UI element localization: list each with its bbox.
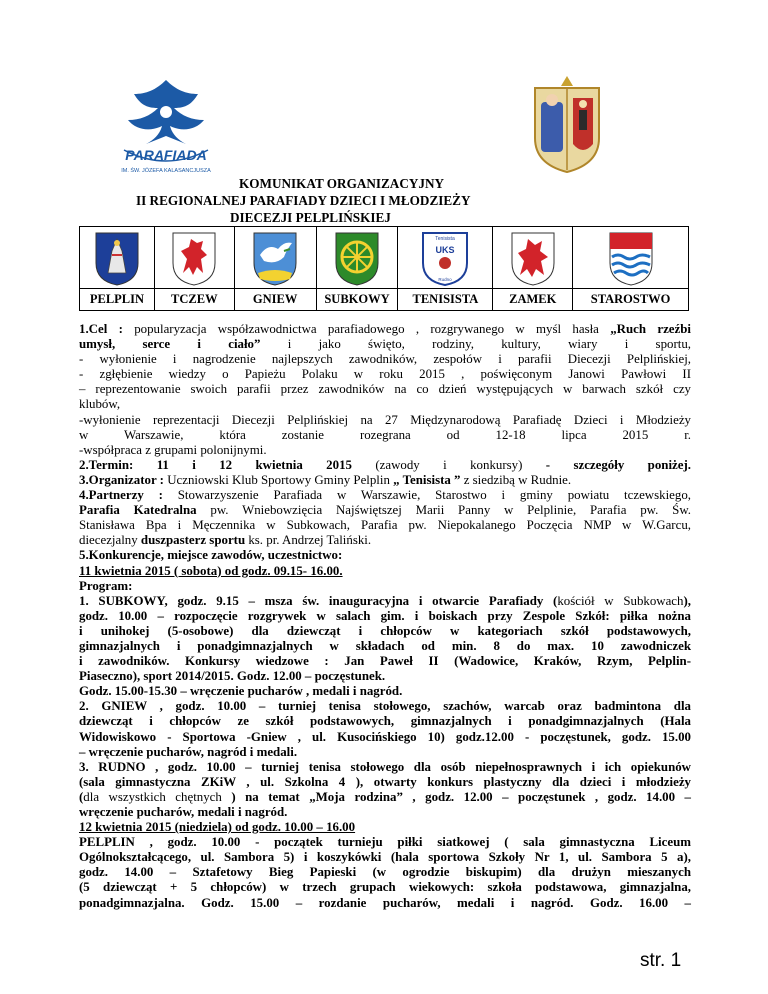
crest-cell-subkowy [316,227,398,289]
subkowy-wheel-crest-icon [332,229,382,287]
program-line: – wręczenie pucharów, nagród i medali. [79,744,298,759]
goal-line: -współpraca z grupami polonijnymi. [79,442,267,457]
page-number: str. 1 [640,950,682,971]
program-line: godz. 14.00 – Sztafetowy Bieg Papieski (w ogrodzie biskupim) dla drużyn mieszanych [79,865,691,880]
tenisista-badge-top: Tenisista [435,235,456,242]
crest-cell-gniew [234,227,316,289]
title-line-3: DIECEZJI PELPLIŃSKIEJ [230,210,391,225]
crest-cell-tczew [154,227,234,289]
program-line: (sala gimnastyczna ZKiW , ul. Szkolna 4 ), otwarty konkurs plastyczny dla dzieci i młodzieży [79,774,691,789]
program-line: (dla wszystkich chętnych ) na temat „Moja rodzina” , godz. 12.00 – poczęstunek , godz. 14.00 – [79,789,691,804]
program-line: Widowiskowo - Sportowa -Gniew , ul. Kusocińskiego 10) godz.12.00 - poczęstunek, godz. 15.00 [79,729,691,744]
crest-label-gniew: GNIEW [234,289,316,311]
crests-table [79,226,689,311]
program-line: i zawodników. Konkursy wiedzowe : Jan Paweł II (Wadowice, Kraków, Rzym, Pelplin- [79,654,691,669]
organizer-line: 3.Organizator : Uczniowski Klub Sportowy Gminy Pelplin „ Tenisista ” z siedzibą w Rudnie. [79,472,572,487]
parafiada-logo [106,72,226,184]
document-body [79,322,691,911]
zamek-griffin-crest-icon [508,229,558,287]
tenisista-badge-text: UKS [435,244,455,255]
pelplin-crest-icon [92,229,142,287]
program-line: 1. SUBKOWY, godz. 9.15 – msza św. inauguracyjna i otwarcie Parafiady (kościół w Subkowach), [79,593,691,608]
title-line-2: II REGIONALNEJ PARAFIADY DZIECI I MŁODZIEŻY [136,193,471,208]
program-line: dziewcząt i chłopców ze szkół podstawowych, gimnazjalnych i ponadgimnazjalnych (Hala [79,714,691,729]
program-line: i unihokej (5-osobowe) dla dziewcząt i chłopców w kategoriach szkół podstawowych, [79,623,691,638]
crest-label-pelplin: PELPLIN [80,289,155,311]
goal-line: - zgłębienie wiedzy o Papieżu Polaku w roku 2015 , poświęconym Janowi Pawłowi II [79,367,691,382]
goal-line: umysł, serce i ciało” i jako święto, rodziny, kultury, wiary i sportu, [79,337,692,352]
tczew-griffin-crest-icon [169,229,219,287]
goal-line: -wyłonienie reprezentacji Diecezji Pelplińskiej na 27 Międzynarodową Parafiadę Dzieci i Młodzieży [79,412,691,427]
section-heading: 5.Konkurencje, miejsce zawodów, uczestnictwo: [79,548,343,563]
crest-label-subkowy: SUBKOWY [316,289,398,311]
parafiada-logo-text: PARAFIADA [125,147,207,163]
tenisista-badge-bottom: Rudno [438,276,453,282]
program-line: Godz. 15.00-15.30 – wręczenie pucharów , medali i nagród. [79,684,403,699]
parafiada-logo-subtext: IM. ŚW. JÓZEFA KALASANCJUSZA [121,168,211,174]
day2-heading: 12 kwietnia 2015 (niedziela) od godz. 10.00 – 16.00 [79,820,356,835]
gniew-dove-crest-icon [250,229,300,287]
program-line: 3. RUDNO , godz. 10.00 – turniej tenisa stołowego dla osób niepełnosprawnych i ich opiekunów [79,759,691,774]
diocese-coat-of-arms-icon [527,72,607,176]
program-line: wręczenie pucharów, medali i nagród. [79,805,288,819]
program-line: 2. GNIEW , godz. 10.00 – turniej tenisa stołowego, szachów, warcab oraz badmintona dla [79,699,691,714]
crest-label-tczew: TCZEW [154,289,234,311]
partners-line: Stanisława Bpa i Męczennika w Subkowach, Parafia pw. Niepokalanego Poczęcia NMP w W.Garcu, [79,518,691,533]
program-line: Ogólnokształcącego, ul. Sambora 5) i koszykówki (hala sportowa Szkoły Nr 1, ul. Sambora 5 a), [79,850,691,865]
crest-cell-pelplin [80,227,155,289]
partners-line: diecezjalny duszpasterz sportu ks. pr. Andrzej Taliński. [79,533,372,548]
program-line: PELPLIN , godz. 10.00 - początek turnieju piłki siatkowej ( sala gimnastyczna Liceum [79,835,691,850]
program-line: ponadgimnazjalna. Godz. 15.00 – rozdanie pucharów, medali i nagród. Godz. 16.00 – [79,895,691,910]
starostwo-waves-crest-icon [606,229,656,287]
goal-line: - wyłonienie i nagrodzenie najlepszych zawodników, zespołów i parafii Diecezji Pelplińskiej, [79,352,691,367]
partners-line: Parafia Katedralna pw. Wniebowzięcia Najświętszej Marii Panny w Pelplinie, Parafia pw. Św. [79,503,692,518]
goal-line: klubów, [79,397,121,412]
goal-line: w Warszawie, która zostanie rozegrana od 12-18 lipca 2015 r. [79,427,691,442]
crest-label-starostwo: STAROSTWO [573,289,689,311]
goal-line: 1.Cel : popularyzacja współzawodnictwa parafiadowego , rozgrywanego w myśl hasła „Ruch rzeźbi [79,322,691,336]
partners-line: 4.Partnerzy : Stowarzyszenie Parafiada w Warszawie, Starostwo i gminy powiatu tczewskiego, [79,488,691,503]
program-line: Piaseczno), sport 2014/2015. Godz. 12.00 – poczęstunek. [79,669,386,684]
crest-label-tenisista: TENISISTA [398,289,493,311]
title-line-1: KOMUNIKAT ORGANIZACYJNY [239,176,445,191]
program-line: (5 dziewcząt + 5 chłopców) w trzech grupach wiekowych: szkoła podstawowa, gimnazjalna, [79,880,691,895]
crest-cell-zamek [493,227,573,289]
crest-label-zamek: ZAMEK [493,289,573,311]
crest-cell-starostwo [573,227,689,289]
program-line: gimnazjalnych i ponadgimnazjalnych w składach od min. 8 do max. 10 zawodniczek [79,638,691,653]
program-heading: Program: [79,578,133,593]
day1-heading: 11 kwietnia 2015 ( sobota) od godz. 09.15- 16.00. [79,563,343,578]
crest-cell-tenisista [398,227,493,289]
goal-line: – reprezentowanie swoich parafii przez zawodników na co dzień występujących w barwach szkół czy [79,382,691,397]
tenisista-uks-logo-icon [415,229,475,287]
date-line: 2.Termin: 11 i 12 kwietnia 2015 (zawody i konkursy) - szczegóły poniżej. [79,457,691,472]
program-line: godz. 10.00 – rozpoczęcie rozgrywek w salach gim. i boiskach przy Zespole Szkół: piłka nożna [79,608,691,623]
